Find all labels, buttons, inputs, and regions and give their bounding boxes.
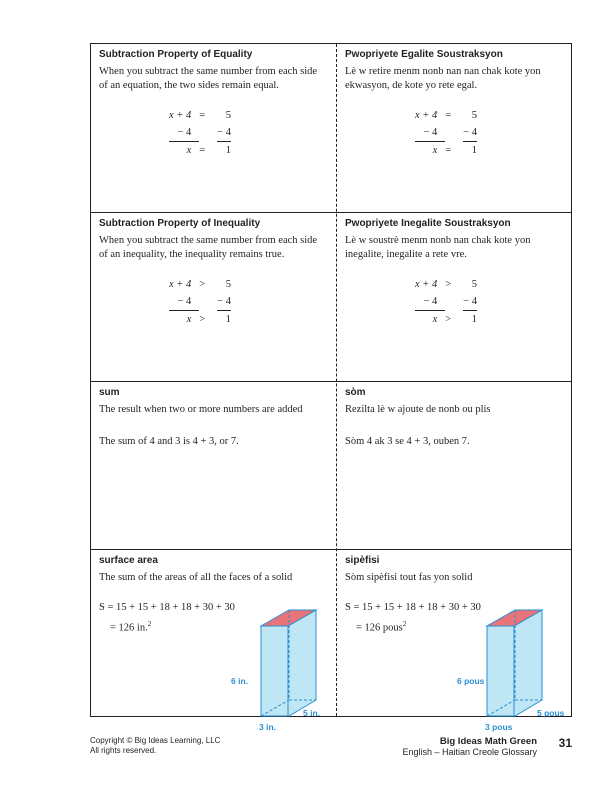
glossary-entry-sipefisi (337, 550, 572, 732)
term-definition: When you subtract the same number from each side of an equation, the two sides remain equal. (99, 66, 318, 91)
book-title: Big Ideas Math Green (439, 736, 537, 747)
eq-line1-left: x + 4 (169, 279, 192, 290)
height-label: 6 in. (231, 676, 249, 686)
eq-operator: > (445, 313, 452, 325)
glossary-title: English – Haitian Creole Glossary (402, 747, 537, 757)
term-title: Pwopriyete Egalite Soustraksyon (345, 49, 503, 60)
eq-operator: > (199, 313, 206, 325)
term-title: Subtraction Property of Inequality (99, 218, 261, 229)
eq-line3-left: x (186, 314, 192, 325)
term-example: The sum of 4 and 3 is 4 + 3, or 7. (99, 436, 239, 447)
formula-text: S = 15 + 15 + 18 + 18 + 30 + 30 (345, 602, 481, 613)
glossary-entry-subtraction-equality (91, 44, 336, 212)
eq-line1-left: x + 4 (415, 110, 438, 121)
eq-line2-left: − 4 (169, 293, 199, 311)
term-definition: Lè w retire menm nonb nan nan chak kote yon ekwasyon, de kote yo rete egal. (345, 66, 541, 91)
term-definition: When you subtract the same number from each side of an inequality, the inequality remains true. (99, 235, 318, 260)
copyright-notice (90, 736, 220, 756)
eq-line3-left: x (432, 314, 438, 325)
book-info (402, 736, 537, 758)
glossary-entry-egalite-soustraksyon (337, 44, 572, 212)
term-definition: Lè w soustrè menm nonb nan chak kote yon inegalite, inegalite a rete vre. (345, 235, 531, 260)
term-definition: Sòm sipèfisi tout fas yon solid (345, 572, 473, 583)
glossary-entry-inegalite-soustraksyon (337, 213, 572, 381)
term-example: Sòm 4 ak 3 se 4 + 3, ouben 7. (345, 436, 470, 447)
glossary-entry-surface-area (91, 550, 336, 732)
eq-line2-right: − 4 (463, 293, 477, 311)
inequality-example (415, 276, 477, 328)
term-title: sòm (345, 387, 366, 398)
rectangular-prism-diagram (457, 600, 572, 732)
eq-line1-right: 5 (471, 110, 477, 121)
eq-line2-left: − 4 (415, 124, 445, 142)
term-title: Pwopriyete Inegalite Soustraksyon (345, 218, 511, 229)
equation-example (415, 107, 477, 159)
eq-line3-left: x (432, 145, 438, 156)
eq-line2-left: − 4 (169, 124, 199, 142)
eq-line3-left: x (186, 145, 192, 156)
glossary-entry-som (337, 382, 572, 549)
height-label: 6 pous (457, 676, 485, 686)
formula-exponent: 2 (402, 620, 407, 628)
term-definition: The result when two or more numbers are added (99, 404, 303, 415)
term-definition: The sum of the areas of all the faces of a solid (99, 572, 293, 583)
term-definition: Rezilta lè w ajoute de nonb ou plis (345, 404, 491, 415)
eq-operator: > (199, 279, 206, 290)
eq-line3-right: 1 (225, 314, 231, 325)
eq-line2-left: − 4 (415, 293, 445, 311)
width-label: 3 in. (259, 722, 277, 732)
eq-operator: = (199, 110, 206, 121)
glossary-entry-subtraction-inequality (91, 213, 336, 381)
inequality-example (169, 276, 231, 328)
eq-line2-right: − 4 (217, 293, 231, 311)
eq-line3-right: 1 (471, 314, 477, 325)
glossary-grid (90, 43, 572, 732)
formula-result: = 126 in. (110, 622, 148, 634)
term-title: sum (99, 387, 120, 398)
rectangular-prism-diagram (231, 600, 331, 732)
formula-exponent: 2 (147, 620, 152, 628)
eq-line1-right: 5 (471, 279, 477, 290)
eq-operator: = (199, 144, 206, 156)
eq-line1-left: x + 4 (415, 279, 438, 290)
eq-operator: > (445, 279, 452, 290)
eq-line1-left: x + 4 (169, 110, 192, 121)
term-title: surface area (99, 555, 158, 566)
depth-label: 5 pous (537, 708, 565, 718)
depth-label: 5 in. (303, 708, 321, 718)
eq-operator: = (445, 144, 452, 156)
term-title: sipèfisi (345, 555, 380, 566)
copyright-text: Copyright © Big Ideas Learning, LLC (90, 736, 221, 745)
eq-line2-right: − 4 (217, 124, 231, 142)
glossary-entry-sum (91, 382, 336, 549)
eq-line3-right: 1 (225, 145, 231, 156)
eq-line1-right: 5 (225, 110, 231, 121)
equation-example (169, 107, 231, 159)
formula-text: S = 15 + 15 + 18 + 18 + 30 + 30 (99, 602, 235, 613)
eq-line1-right: 5 (225, 279, 231, 290)
rights-text: All rights reserved. (90, 746, 157, 755)
eq-operator: = (445, 110, 452, 121)
eq-line3-right: 1 (471, 145, 477, 156)
page-number: 31 (558, 736, 572, 750)
width-label: 3 pous (485, 722, 513, 732)
eq-line2-right: − 4 (463, 124, 477, 142)
formula-result: = 126 pous (356, 622, 403, 634)
term-title: Subtraction Property of Equality (99, 49, 253, 60)
